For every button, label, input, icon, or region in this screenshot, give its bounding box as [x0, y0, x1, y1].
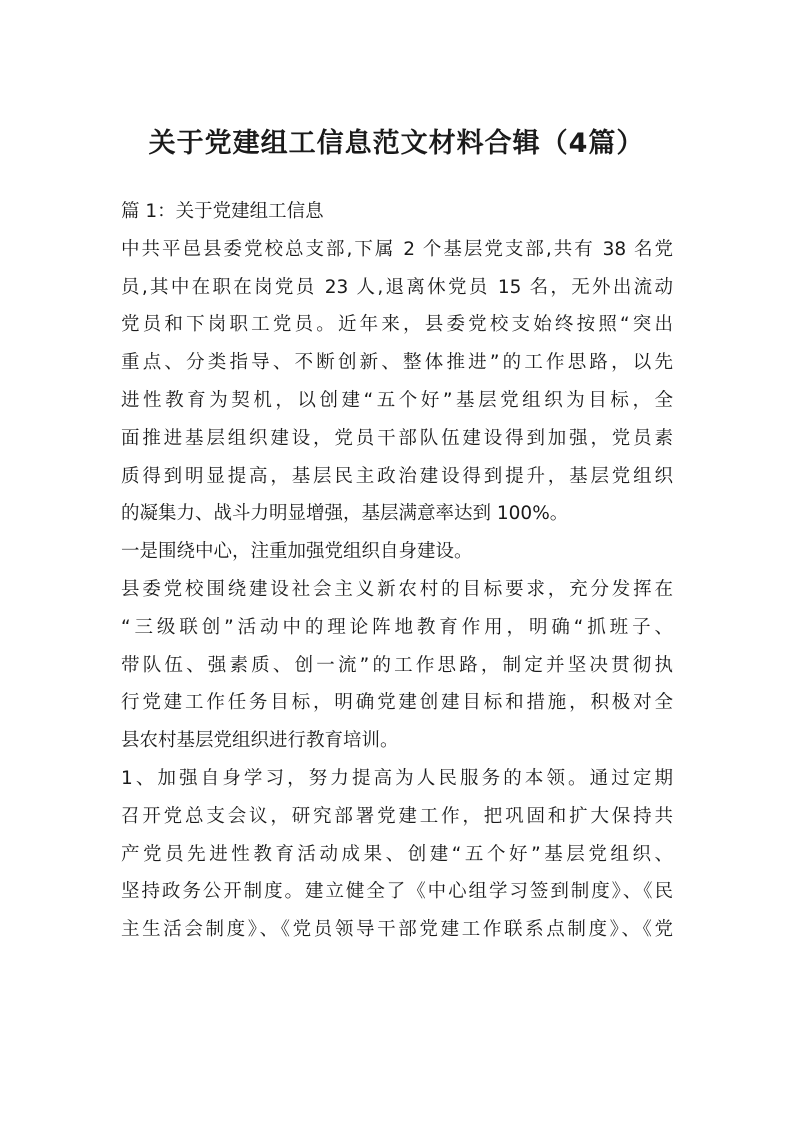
body-line: 中共平邑县委党校总支部,下属 2 个基层党支部,共有 38 名党 — [121, 238, 673, 260]
body-line: “三级联创”活动中的理论阵地教育作用，明确“抓班子、 — [121, 616, 673, 638]
body-line: 的凝集力、战斗力明显增强，基层满意率达到 100%。 — [121, 503, 569, 525]
body-line: 篇 1：关于党建组工信息 — [121, 201, 324, 222]
body-line: 质得到明显提高，基层民主政治建设得到提升，基层党组织 — [121, 465, 673, 487]
body-line: 召开党总支会议，研究部署党建工作，把巩固和扩大保持共 — [121, 805, 673, 827]
body-line: 坚持政务公开制度。建立健全了《中心组学习签到制度》、《民 — [121, 881, 673, 903]
body-line: 县委党校围绕建设社会主义新农村的目标要求，充分发挥在 — [121, 578, 673, 600]
body-line: 1、加强自身学习，努力提高为人民服务的本领。通过定期 — [121, 767, 673, 789]
document-title: 关于党建组工信息范文材料合辑（4篇） — [148, 128, 645, 159]
body-line: 面推进基层组织建设，党员干部队伍建设得到加强，党员素 — [121, 427, 673, 449]
body-line: 一是围绕中心，注重加强党组织自身建设。 — [121, 541, 473, 563]
body-line: 主生活会制度》、《党员领导干部党建工作联系点制度》、《党 — [121, 919, 673, 941]
body-line: 党员和下岗职工党员。近年来，县委党校支始终按照“突出 — [121, 314, 673, 336]
body-line: 进性教育为契机，以创建“五个好”基层党组织为目标，全 — [121, 389, 673, 411]
body-line: 重点、分类指导、不断创新、整体推进”的工作思路，以先 — [121, 352, 673, 374]
body-line: 带队伍、强素质、创一流”的工作思路，制定并坚决贯彻执 — [121, 654, 673, 676]
body-line: 行党建工作任务目标，明确党建创建目标和措施，积极对全 — [121, 692, 673, 714]
document-body — [121, 193, 673, 949]
body-line: 县农村基层党组织进行教育培训。 — [121, 730, 399, 752]
body-line: 产党员先进性教育活动成果、创建“五个好”基层党组织、 — [121, 843, 673, 865]
body-line: 员,其中在职在岗党员 23 人,退离休党员 15 名，无外出流动 — [121, 276, 673, 298]
